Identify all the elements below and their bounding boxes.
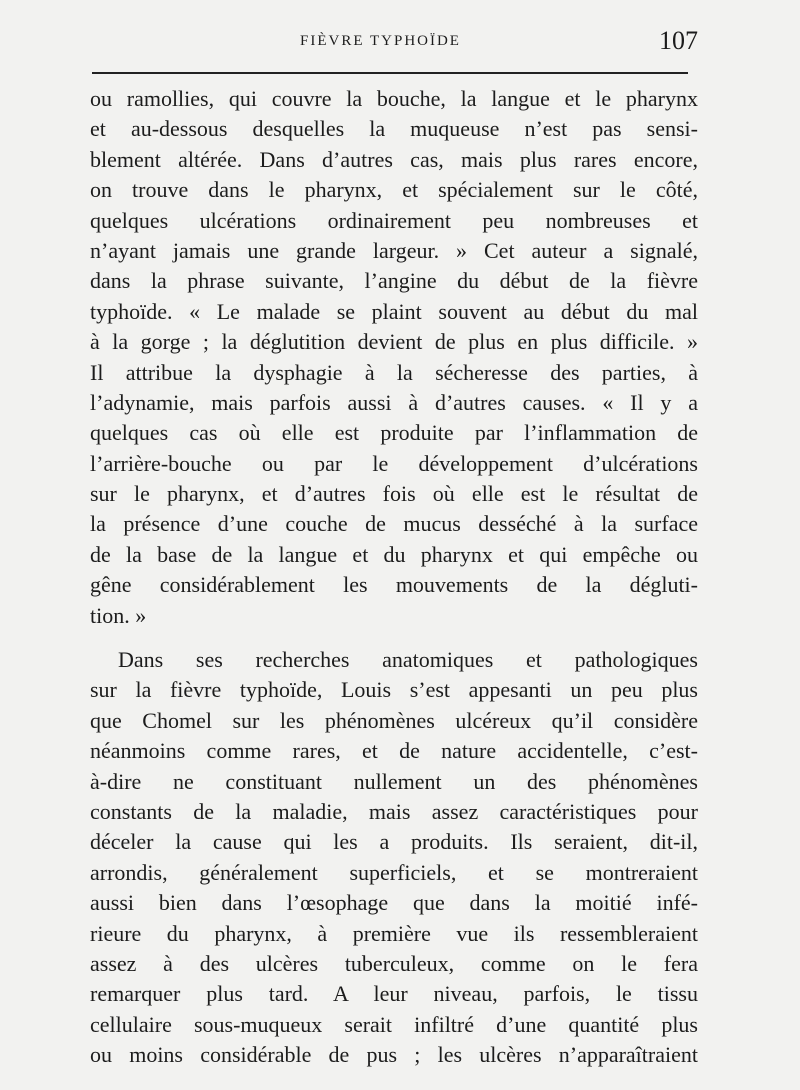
- text-line: à-dire ne constituant nullement un des phénomènes: [90, 768, 698, 794]
- text-line: gêne considérablement les mouvements de la dégluti-: [90, 572, 698, 598]
- text-line: cellulaire sous-muqueux serait infiltré d’une quantité plus: [90, 1011, 698, 1037]
- text-line: remarquer plus tard. A leur niveau, parfois, le tissu: [90, 981, 698, 1007]
- text-line: aussi bien dans l’œsophage que dans la moitié infé-: [90, 890, 698, 916]
- text-line: blement altérée. Dans d’autres cas, mais plus rares encore,: [90, 146, 698, 172]
- running-title: FIÈVRE TYPHOÏDE: [300, 33, 461, 49]
- page-number: 107: [659, 26, 698, 55]
- text-line: à la gorge ; la déglutition devient de plus en plus difficile. »: [90, 329, 698, 355]
- text-line: sur la fièvre typhoïde, Louis s’est appesanti un peu plus: [90, 677, 698, 703]
- text-line: quelques ulcérations ordinairement peu nombreuses et: [90, 207, 698, 233]
- text-line: rieure du pharynx, à première vue ils ressembleraient: [90, 920, 698, 946]
- body-text: [90, 84, 698, 1071]
- text-line: néanmoins comme rares, et de nature accidentelle, c’est-: [90, 738, 698, 764]
- text-line: typhoïde. « Le malade se plaint souvent au début du mal: [90, 298, 698, 324]
- paragraph-spacer: [90, 631, 698, 645]
- text-line: Dans ses recherches anatomiques et pathologiques: [118, 647, 698, 673]
- text-line: constants de la maladie, mais assez caractéristiques pour: [90, 798, 698, 824]
- text-line: quelques cas où elle est produite par l’inflammation de: [90, 420, 698, 446]
- text-line: on trouve dans le pharynx, et spécialement sur le côté,: [90, 177, 698, 203]
- text-line: et au-dessous desquelles la muqueuse n’est pas sensi-: [90, 116, 698, 142]
- text-line: sur le pharynx, et d’autres fois où elle est le résultat de: [90, 481, 698, 507]
- text-line: tion. »: [90, 602, 147, 628]
- text-line: dans la phrase suivante, l’angine du début de la fièvre: [90, 268, 698, 294]
- text-line: la présence d’une couche de mucus desséché à la surface: [90, 511, 698, 537]
- text-line: arrondis, généralement superficiels, et se montreraient: [90, 859, 698, 885]
- text-line: que Chomel sur les phénomènes ulcéreux qu’il considère: [90, 707, 698, 733]
- text-line: déceler la cause qui les a produits. Ils seraient, dit-il,: [90, 829, 698, 855]
- text-line: assez à des ulcères tuberculeux, comme on le fera: [90, 950, 698, 976]
- text-line: ou moins considérable de pus ; les ulcères n’apparaîtraient: [90, 1042, 698, 1068]
- text-line: l’arrière-bouche ou par le développement d’ulcérations: [90, 450, 698, 476]
- text-line: de la base de la langue et du pharynx et qui empêche ou: [90, 541, 698, 567]
- header-rule: [92, 72, 688, 74]
- text-line: ou ramollies, qui couvre la bouche, la langue et le pharynx: [90, 86, 698, 111]
- text-line: Il attribue la dysphagie à la sécheresse des parties, à: [90, 359, 698, 385]
- paragraph: [90, 645, 698, 1070]
- text-line: n’ayant jamais une grande largeur. » Cet auteur a signalé,: [90, 237, 698, 263]
- text-line: l’adynamie, mais parfois aussi à d’autres causes. « Il y a: [90, 389, 698, 415]
- paragraph: [90, 84, 698, 631]
